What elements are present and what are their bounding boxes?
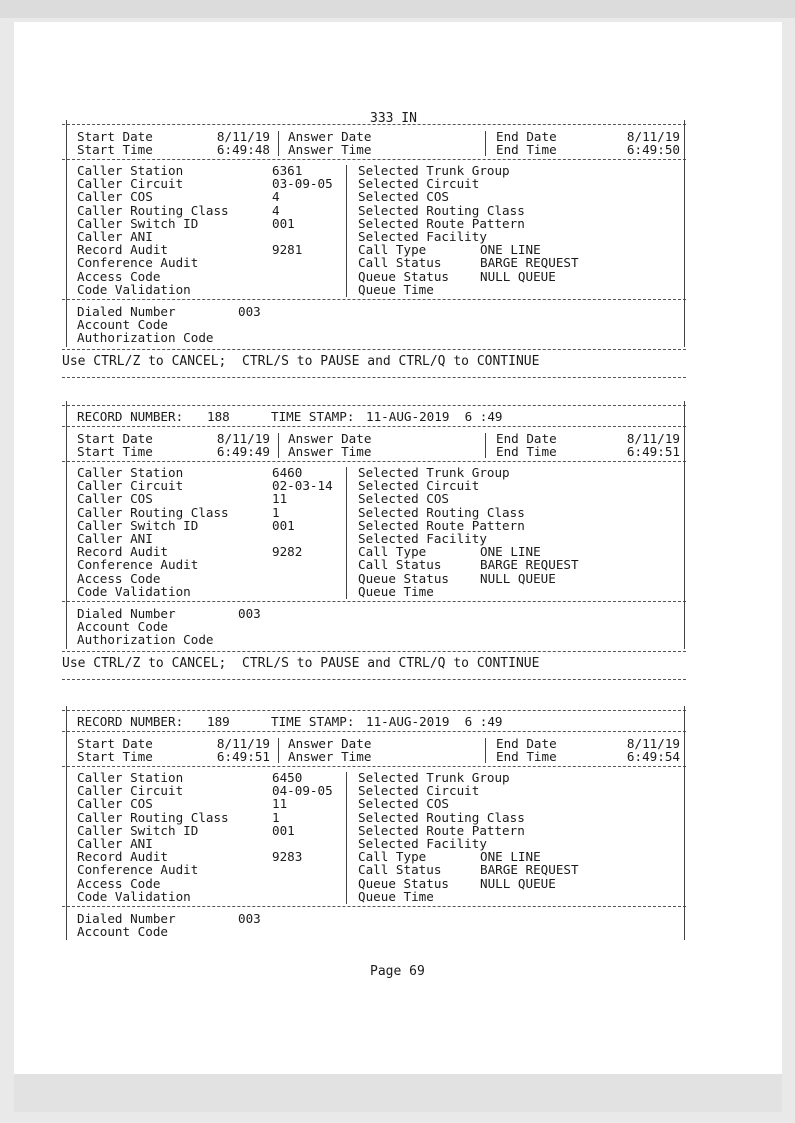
caller-field-label: Caller ANI xyxy=(77,531,153,546)
selected-field-label: Selected Trunk Group xyxy=(358,163,510,178)
caller-field-value: 11 xyxy=(272,491,288,507)
record-rule xyxy=(62,766,686,767)
caller-field-value: 001 xyxy=(272,822,295,838)
column-divider xyxy=(346,772,347,904)
record-number-value: 188 xyxy=(207,409,230,424)
column-divider xyxy=(485,131,486,156)
selected-field-label: Selected Facility xyxy=(358,229,487,244)
record-separator-rule xyxy=(62,679,686,680)
selected-field-value: NULL QUEUE xyxy=(480,875,556,891)
record-border-left xyxy=(66,120,67,347)
selected-field-value: NULL QUEUE xyxy=(480,268,556,284)
record-border-right xyxy=(684,401,685,649)
caller-field-label: Code Validation xyxy=(77,583,191,599)
caller-field-value: 03-09-05 xyxy=(272,176,333,192)
caller-field-label: Caller Circuit xyxy=(77,176,184,192)
record-top-rule xyxy=(62,405,686,406)
caller-field-label: Caller Switch ID xyxy=(77,215,199,231)
selected-field-label: Call Type xyxy=(358,544,427,560)
caller-field-value: 4 xyxy=(272,202,280,218)
column-divider xyxy=(278,738,279,763)
caller-field-label: Caller Station xyxy=(77,163,184,178)
selected-field-label: Queue Status xyxy=(358,268,449,284)
record-border-left xyxy=(66,401,67,649)
column-divider xyxy=(485,738,486,763)
selected-field-label: Queue Time xyxy=(358,281,434,297)
page-header: 333 IN xyxy=(370,111,417,126)
caller-field-value: 9281 xyxy=(272,242,303,258)
caller-field-value: 6460 xyxy=(272,465,303,480)
selected-field-label: Selected Circuit xyxy=(358,176,480,192)
answer-date-label: Answer Date xyxy=(288,129,372,144)
caller-field-label: Record Audit xyxy=(77,849,168,865)
caller-field-value: 6450 xyxy=(272,770,303,785)
caller-field-label: Caller ANI xyxy=(77,229,153,244)
answer-time-label: Answer Time xyxy=(288,749,372,764)
caller-field-label: Record Audit xyxy=(77,242,168,258)
end-date-label: End Date xyxy=(496,431,557,446)
end-time-label: End Time xyxy=(496,142,557,157)
caller-field-value: 001 xyxy=(272,517,295,533)
caller-field-label: Code Validation xyxy=(77,281,191,297)
record-number-value: 189 xyxy=(207,714,230,729)
caller-field-label: Record Audit xyxy=(77,544,168,560)
selected-field-label: Selected Route Pattern xyxy=(358,215,525,231)
answer-time-label: Answer Time xyxy=(288,444,372,459)
caller-field-value: 9282 xyxy=(272,544,303,560)
selected-field-label: Call Status xyxy=(358,862,442,878)
caller-field-label: Caller COS xyxy=(77,189,153,205)
column-divider xyxy=(278,131,279,156)
time-stamp-label: TIME STAMP: xyxy=(271,714,355,729)
selected-field-value: ONE LINE xyxy=(480,849,541,865)
record-rule xyxy=(62,426,686,427)
start-date-label: Start Date xyxy=(77,129,153,144)
record-top-rule xyxy=(62,710,686,711)
selected-field-label: Selected Routing Class xyxy=(358,809,525,825)
start-time-value: 6:49:49 xyxy=(216,444,270,459)
answer-date-label: Answer Date xyxy=(288,431,372,446)
caller-field-value: 9283 xyxy=(272,849,303,865)
record-number-label: RECORD NUMBER: xyxy=(77,714,184,729)
record-top-rule xyxy=(62,124,686,125)
scan-top-band xyxy=(0,0,795,18)
selected-field-label: Call Status xyxy=(358,557,442,573)
column-divider xyxy=(346,467,347,599)
caller-field-label: Caller ANI xyxy=(77,836,153,851)
record-border-right xyxy=(684,120,685,347)
selected-field-label: Selected COS xyxy=(358,491,449,507)
selected-field-label: Call Type xyxy=(358,849,427,865)
dial-field-label: Dialed Number xyxy=(77,606,176,621)
dial-field-label: Dialed Number xyxy=(77,304,176,319)
caller-field-label: Caller Switch ID xyxy=(77,822,199,838)
caller-field-value: 11 xyxy=(272,796,288,812)
caller-field-label: Caller Circuit xyxy=(77,783,184,799)
selected-field-label: Queue Time xyxy=(358,583,434,599)
caller-field-label: Caller Routing Class xyxy=(77,809,229,825)
answer-date-label: Answer Date xyxy=(288,736,372,751)
start-time-value: 6:49:51 xyxy=(216,749,270,764)
selected-field-label: Selected COS xyxy=(358,796,449,812)
caller-field-value: 02-03-14 xyxy=(272,478,333,494)
end-time-value: 6:49:54 xyxy=(626,749,680,764)
record-number-label: RECORD NUMBER: xyxy=(77,409,184,424)
record-bottom-rule xyxy=(62,651,686,652)
start-time-value: 6:49:48 xyxy=(216,142,270,157)
column-divider xyxy=(278,433,279,458)
record-border-left xyxy=(66,706,67,940)
record-separator-rule xyxy=(62,377,686,378)
end-time-label: End Time xyxy=(496,749,557,764)
caller-field-label: Conference Audit xyxy=(77,557,199,573)
dial-field-label: Account Code xyxy=(77,619,168,635)
caller-field-label: Access Code xyxy=(77,268,161,284)
start-date-label: Start Date xyxy=(77,431,153,446)
start-time-label: Start Time xyxy=(77,749,153,764)
selected-field-value: ONE LINE xyxy=(480,544,541,560)
selected-field-label: Call Type xyxy=(358,242,427,258)
caller-field-label: Caller COS xyxy=(77,796,153,812)
selected-field-label: Selected Route Pattern xyxy=(358,822,525,838)
selected-field-label: Selected Circuit xyxy=(358,783,480,799)
caller-field-value: 001 xyxy=(272,215,295,231)
time-stamp-label: TIME STAMP: xyxy=(271,409,355,424)
record-rule xyxy=(62,731,686,732)
selected-field-value: BARGE REQUEST xyxy=(480,255,579,271)
dial-field-label: Dialed Number xyxy=(77,911,176,926)
record-border-right xyxy=(684,706,685,940)
caller-field-label: Code Validation xyxy=(77,888,191,904)
record-rule xyxy=(62,461,686,462)
caller-field-value: 4 xyxy=(272,189,280,205)
selected-field-value: BARGE REQUEST xyxy=(480,862,579,878)
time-stamp-value: 11-AUG-2019 6 :49 xyxy=(366,714,503,729)
end-date-value: 8/11/19 xyxy=(626,431,680,446)
dial-field-label: Authorization Code xyxy=(77,632,214,648)
selected-field-value: BARGE REQUEST xyxy=(480,557,579,573)
caller-field-label: Conference Audit xyxy=(77,255,199,271)
time-stamp-value: 11-AUG-2019 6 :49 xyxy=(366,409,503,424)
caller-field-label: Caller Station xyxy=(77,465,184,480)
control-hint-line: Use CTRL/Z to CANCEL; CTRL/S to PAUSE and CTRL/Q to CONTINUE xyxy=(62,353,540,369)
selected-field-label: Queue Status xyxy=(358,570,449,586)
caller-field-label: Caller COS xyxy=(77,491,153,507)
caller-field-label: Conference Audit xyxy=(77,862,199,878)
end-date-label: End Date xyxy=(496,129,557,144)
caller-field-label: Caller Routing Class xyxy=(77,504,229,520)
scan-bottom-band xyxy=(14,1074,782,1112)
caller-field-value: 6361 xyxy=(272,163,303,178)
selected-field-value: ONE LINE xyxy=(480,242,541,258)
record-bottom-rule xyxy=(62,349,686,350)
start-date-value: 8/11/19 xyxy=(216,736,270,751)
caller-field-value: 1 xyxy=(272,504,280,520)
record-rule xyxy=(62,159,686,160)
dial-field-value: 003 xyxy=(238,606,261,621)
page-footer: Page 69 xyxy=(370,964,425,979)
start-date-value: 8/11/19 xyxy=(216,431,270,446)
column-divider xyxy=(485,433,486,458)
start-date-value: 8/11/19 xyxy=(216,129,270,144)
end-time-value: 6:49:50 xyxy=(626,142,680,157)
caller-field-label: Caller Routing Class xyxy=(77,202,229,218)
record-rule xyxy=(62,299,686,300)
selected-field-label: Selected Facility xyxy=(358,531,487,546)
selected-field-label: Selected Trunk Group xyxy=(358,465,510,480)
start-time-label: Start Time xyxy=(77,444,153,459)
answer-time-label: Answer Time xyxy=(288,142,372,157)
caller-field-value: 1 xyxy=(272,809,280,825)
start-time-label: Start Time xyxy=(77,142,153,157)
caller-field-label: Caller Circuit xyxy=(77,478,184,494)
end-date-label: End Date xyxy=(496,736,557,751)
selected-field-label: Selected Trunk Group xyxy=(358,770,510,785)
selected-field-label: Selected Routing Class xyxy=(358,202,525,218)
caller-field-label: Caller Station xyxy=(77,770,184,785)
caller-field-value: 04-09-05 xyxy=(272,783,333,799)
end-date-value: 8/11/19 xyxy=(626,736,680,751)
column-divider xyxy=(346,165,347,297)
selected-field-value: NULL QUEUE xyxy=(480,570,556,586)
end-time-label: End Time xyxy=(496,444,557,459)
selected-field-label: Selected Routing Class xyxy=(358,504,525,520)
control-hint-line: Use CTRL/Z to CANCEL; CTRL/S to PAUSE and CTRL/Q to CONTINUE xyxy=(62,655,540,671)
dial-field-label: Account Code xyxy=(77,317,168,333)
dial-field-label: Authorization Code xyxy=(77,330,214,346)
start-date-label: Start Date xyxy=(77,736,153,751)
dial-field-value: 003 xyxy=(238,304,261,319)
dial-field-value: 003 xyxy=(238,911,261,926)
record-rule xyxy=(62,906,686,907)
caller-field-label: Caller Switch ID xyxy=(77,517,199,533)
caller-field-label: Access Code xyxy=(77,570,161,586)
caller-field-label: Access Code xyxy=(77,875,161,891)
selected-field-label: Selected Circuit xyxy=(358,478,480,494)
selected-field-label: Queue Time xyxy=(358,888,434,904)
selected-field-label: Selected Route Pattern xyxy=(358,517,525,533)
selected-field-label: Call Status xyxy=(358,255,442,271)
record-rule xyxy=(62,601,686,602)
selected-field-label: Queue Status xyxy=(358,875,449,891)
end-date-value: 8/11/19 xyxy=(626,129,680,144)
selected-field-label: Selected COS xyxy=(358,189,449,205)
end-time-value: 6:49:51 xyxy=(626,444,680,459)
dial-field-label: Account Code xyxy=(77,924,168,940)
selected-field-label: Selected Facility xyxy=(358,836,487,851)
